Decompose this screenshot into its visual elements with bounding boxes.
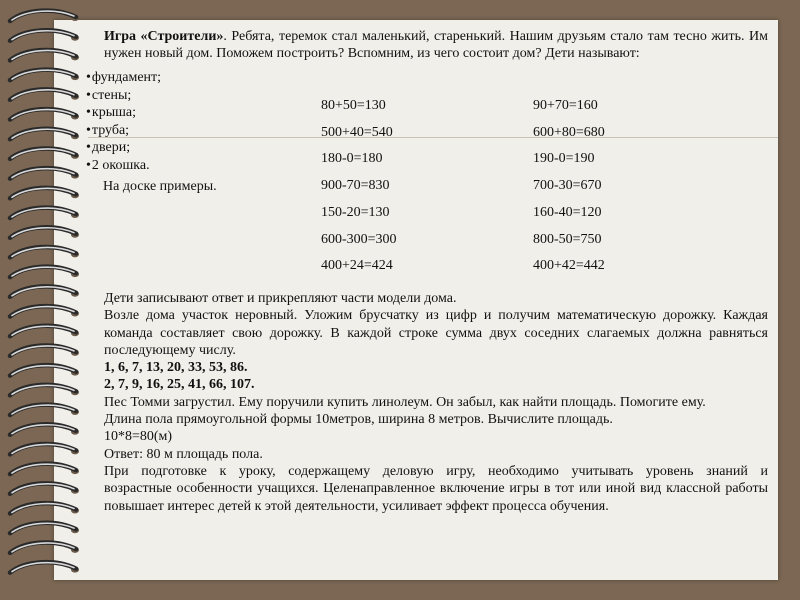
binding-ring [10, 503, 79, 513]
paragraph-calculation: 10*8=80(м) [104, 429, 173, 445]
lesson-body [104, 290, 768, 515]
binding-ring [10, 464, 79, 474]
binding-ring [10, 444, 79, 454]
game-title: Игра «Строители» [104, 29, 224, 44]
binding-ring [10, 385, 79, 395]
binding-ring [10, 306, 79, 316]
binding-ring [10, 30, 79, 40]
binding-ring [10, 168, 79, 178]
binding-ring [10, 247, 79, 257]
equation: 600+80=680 [533, 124, 605, 140]
binding-ring [10, 365, 79, 375]
intro-text: . Ребята, теремок стал маленький, старенький. Нашим друзьям стало там тесно жить. Им нужен новый дом. Поможем построить? Вспомним, из чего состоит дом? Дети называют: [104, 29, 768, 61]
house-part-item: • труба; [86, 122, 316, 140]
paragraph-path: Возле дома участок неровный. Уложим брусчатку из цифр и получим математическую дорожку. Каждая команда составляет свою дорожку. В каждой строке сумма двух соседних слагаемых должна равняться последующему числу. [104, 308, 768, 358]
binding-ring [10, 89, 79, 99]
paragraph-answer: Ответ: 80 м площадь пола. [104, 446, 263, 462]
board-label: На доске примеры. [103, 179, 217, 194]
house-parts-list [86, 69, 316, 175]
binding-ring [10, 405, 79, 415]
binding-ring [10, 286, 79, 296]
binding-ring [10, 483, 79, 493]
spiral-binding [0, 0, 90, 600]
equation: 90+70=160 [533, 98, 598, 113]
binding-ring [10, 109, 79, 119]
paragraph-tommy: Пес Томми загрустил. Ему поручили купить линолеум. Он забыл, как найти площадь. Помогите ему. [104, 394, 706, 410]
house-part-item: • 2 окошка. [86, 157, 316, 175]
equation: 400+24=424 [321, 258, 393, 274]
binding-ring [10, 70, 79, 80]
equation: 180-0=180 [321, 151, 383, 167]
binding-ring [10, 345, 79, 355]
equation: 800-50=750 [533, 231, 602, 247]
binding-ring [10, 267, 79, 277]
equation: 500+40=540 [321, 124, 393, 140]
equation: 80+50=130 [321, 98, 386, 113]
binding-ring [10, 148, 79, 158]
paragraph-conclusion-1: При подготовке к уроку, содержащему деловую игру, необходимо учитывать уровень знаний и [104, 463, 768, 479]
equation: 150-20=130 [321, 204, 390, 220]
binding-ring [10, 129, 79, 139]
house-part-item: • фундамент; [86, 69, 316, 87]
sequence-2: 2, 7, 9, 16, 25, 41, 66, 107. [104, 377, 255, 393]
equation: 160-40=120 [533, 204, 602, 220]
binding-ring [10, 542, 79, 552]
binding-ring [10, 208, 79, 218]
equation: 190-0=190 [533, 151, 595, 167]
paragraph-area-task: Длина пола прямоугольной формы 10метров, ширина 8 метров. Вычислите площадь. [104, 412, 613, 428]
binding-ring [10, 562, 79, 572]
binding-ring [10, 50, 79, 60]
house-part-item: • крыша; [86, 104, 316, 122]
binding-ring [10, 11, 79, 21]
house-part-item: • стены; [86, 87, 316, 105]
paragraph-answers: Дети записывают ответ и прикрепляют части модели дома. [104, 291, 457, 306]
binding-ring [10, 188, 79, 198]
binding-ring [10, 227, 79, 237]
binding-ring [10, 424, 79, 434]
binding-ring [10, 523, 79, 533]
house-part-item: • двери; [86, 139, 316, 157]
equation: 700-30=670 [533, 178, 602, 194]
intro-paragraph [104, 28, 768, 62]
paragraph-conclusion-2: возрастные особенности учащихся. Целенаправленное включение игры в тот или иной вид классной работы повышает интерес детей к этой деятельности, усиливает эффект процесса обучения. [104, 481, 768, 514]
sequence-1: 1, 6, 7, 13, 20, 33, 53, 86. [104, 360, 248, 376]
equation: 600-300=300 [321, 231, 397, 247]
equation: 400+42=442 [533, 258, 605, 274]
binding-ring [10, 326, 79, 336]
equation: 900-70=830 [321, 178, 390, 194]
